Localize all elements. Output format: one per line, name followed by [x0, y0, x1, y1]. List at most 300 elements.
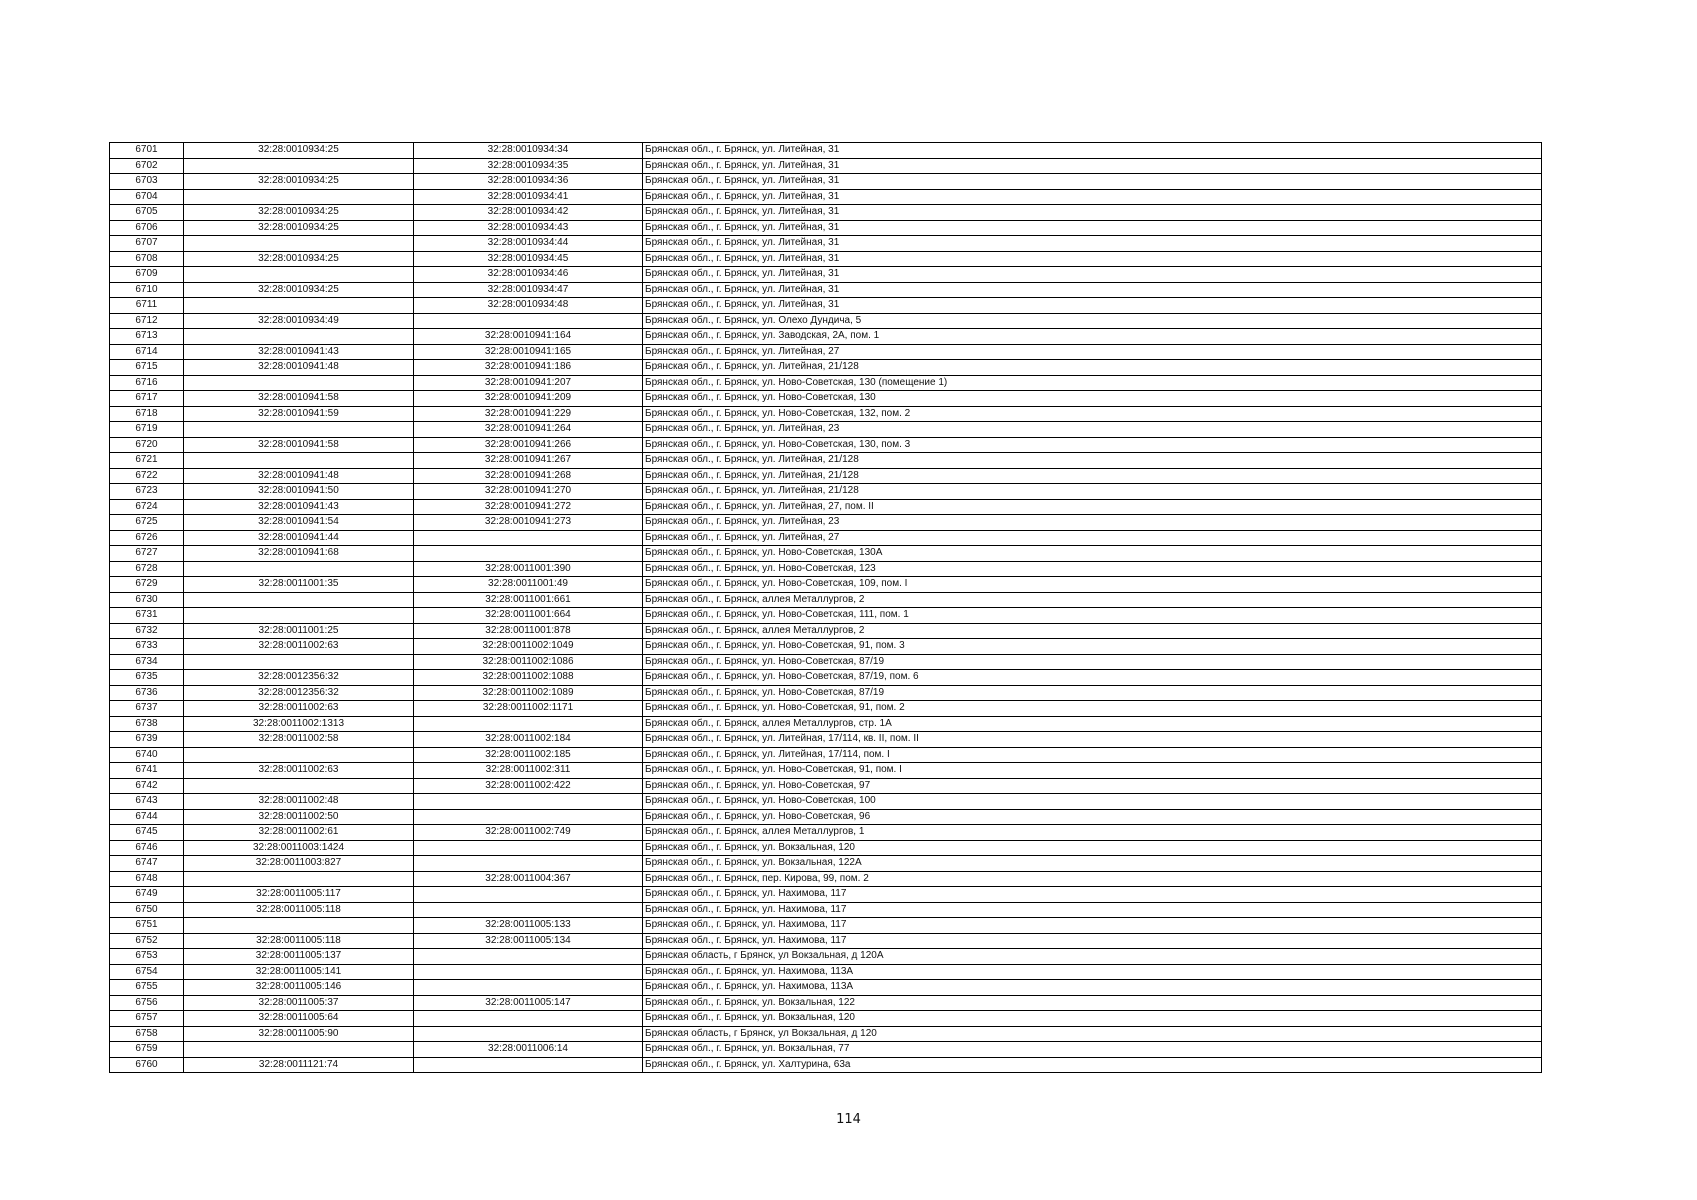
- building-cadastral-number-cell: 32:28:0011004:367: [414, 871, 643, 887]
- address-cell: Брянская обл., г. Брянск, ул. Ново-Советская, 100: [643, 794, 1542, 810]
- address-cell: Брянская обл., г. Брянск, ул. Ново-Советская, 91, пом. I: [643, 763, 1542, 779]
- row-number-cell: 6727: [110, 546, 184, 562]
- building-cadastral-number-cell: [414, 949, 643, 965]
- building-cadastral-number-cell: 32:28:0010934:43: [414, 220, 643, 236]
- address-cell: Брянская обл., г. Брянск, ул. Вокзальная, 77: [643, 1042, 1542, 1058]
- row-number-cell: 6746: [110, 840, 184, 856]
- land-plot-cadastral-number-cell: [184, 236, 414, 252]
- address-cell: Брянская обл., г. Брянск, ул. Нахимова, 117: [643, 918, 1542, 934]
- building-cadastral-number-cell: [414, 1011, 643, 1027]
- row-number-cell: 6739: [110, 732, 184, 748]
- row-number-cell: 6709: [110, 267, 184, 283]
- building-cadastral-number-cell: 32:28:0011005:147: [414, 995, 643, 1011]
- row-number-cell: 6724: [110, 499, 184, 515]
- land-plot-cadastral-number-cell: 32:28:0011002:50: [184, 809, 414, 825]
- address-cell: Брянская обл., г. Брянск, ул. Вокзальная, 120: [643, 840, 1542, 856]
- row-number-cell: 6705: [110, 205, 184, 221]
- row-number-cell: 6745: [110, 825, 184, 841]
- address-cell: Брянская обл., г. Брянск, ул. Ново-Советская, 97: [643, 778, 1542, 794]
- address-cell: Брянская обл., г. Брянск, ул. Литейная, 31: [643, 220, 1542, 236]
- land-plot-cadastral-number-cell: 32:28:0011001:35: [184, 577, 414, 593]
- table-row: [110, 1042, 1542, 1058]
- row-number-cell: 6738: [110, 716, 184, 732]
- address-cell: Брянская обл., г. Брянск, ул. Литейная, 31: [643, 174, 1542, 190]
- land-plot-cadastral-number-cell: 32:28:0010941:58: [184, 391, 414, 407]
- address-cell: Брянская обл., г. Брянск, ул. Ново-Советская, 130: [643, 391, 1542, 407]
- land-plot-cadastral-number-cell: 32:28:0010934:25: [184, 220, 414, 236]
- row-number-cell: 6753: [110, 949, 184, 965]
- building-cadastral-number-cell: 32:28:0011002:1088: [414, 670, 643, 686]
- row-number-cell: 6725: [110, 515, 184, 531]
- row-number-cell: 6736: [110, 685, 184, 701]
- table-row: [110, 809, 1542, 825]
- table-row: [110, 623, 1542, 639]
- address-cell: Брянская обл., г. Брянск, ул. Нахимова, 117: [643, 933, 1542, 949]
- address-cell: Брянская обл., г. Брянск, пер. Кирова, 99, пом. 2: [643, 871, 1542, 887]
- address-cell: Брянская обл., г. Брянск, ул. Литейная, 21/128: [643, 484, 1542, 500]
- address-cell: Брянская обл., г. Брянск, аллея Металлургов, 2: [643, 592, 1542, 608]
- table-row: [110, 546, 1542, 562]
- table-row: [110, 639, 1542, 655]
- table-row: [110, 887, 1542, 903]
- row-number-cell: 6707: [110, 236, 184, 252]
- building-cadastral-number-cell: 32:28:0010941:267: [414, 453, 643, 469]
- land-plot-cadastral-number-cell: 32:28:0010941:43: [184, 499, 414, 515]
- land-plot-cadastral-number-cell: 32:28:0011002:63: [184, 763, 414, 779]
- address-cell: Брянская область, г Брянск, ул Вокзальная, д 120А: [643, 949, 1542, 965]
- table-row: [110, 592, 1542, 608]
- row-number-cell: 6740: [110, 747, 184, 763]
- row-number-cell: 6711: [110, 298, 184, 314]
- table-row: [110, 840, 1542, 856]
- table-row: [110, 437, 1542, 453]
- row-number-cell: 6710: [110, 282, 184, 298]
- table-row: [110, 561, 1542, 577]
- building-cadastral-number-cell: [414, 980, 643, 996]
- address-cell: Брянская обл., г. Брянск, ул. Ново-Советская, 87/19, пом. 6: [643, 670, 1542, 686]
- row-number-cell: 6731: [110, 608, 184, 624]
- table-row: [110, 189, 1542, 205]
- land-plot-cadastral-number-cell: 32:28:0010934:25: [184, 143, 414, 159]
- address-cell: Брянская обл., г. Брянск, ул. Ново-Советская, 87/19: [643, 654, 1542, 670]
- address-cell: Брянская обл., г. Брянск, ул. Ново-Советская, 130 (помещение 1): [643, 375, 1542, 391]
- table-row: [110, 329, 1542, 345]
- address-cell: Брянская обл., г. Брянск, ул. Литейная, 21/128: [643, 453, 1542, 469]
- land-plot-cadastral-number-cell: 32:28:0011001:25: [184, 623, 414, 639]
- table-row: [110, 732, 1542, 748]
- row-number-cell: 6758: [110, 1026, 184, 1042]
- address-cell: Брянская обл., г. Брянск, ул. Литейная, 21/128: [643, 360, 1542, 376]
- address-cell: Брянская обл., г. Брянск, ул. Литейная, 31: [643, 143, 1542, 159]
- table-row: [110, 391, 1542, 407]
- address-cell: Брянская обл., г. Брянск, ул. Ново-Советская, 91, пом. 3: [643, 639, 1542, 655]
- table-row: [110, 484, 1542, 500]
- building-cadastral-number-cell: [414, 546, 643, 562]
- address-cell: Брянская обл., г. Брянск, ул. Литейная, 31: [643, 298, 1542, 314]
- land-plot-cadastral-number-cell: 32:28:0010934:25: [184, 174, 414, 190]
- table-row: [110, 670, 1542, 686]
- land-plot-cadastral-number-cell: [184, 298, 414, 314]
- building-cadastral-number-cell: 32:28:0010941:273: [414, 515, 643, 531]
- address-cell: Брянская обл., г. Брянск, ул. Ново-Советская, 132, пом. 2: [643, 406, 1542, 422]
- land-plot-cadastral-number-cell: 32:28:0011005:117: [184, 887, 414, 903]
- row-number-cell: 6749: [110, 887, 184, 903]
- land-plot-cadastral-number-cell: 32:28:0012356:32: [184, 685, 414, 701]
- building-cadastral-number-cell: 32:28:0010934:44: [414, 236, 643, 252]
- table-row: [110, 267, 1542, 283]
- row-number-cell: 6708: [110, 251, 184, 267]
- building-cadastral-number-cell: 32:28:0010934:48: [414, 298, 643, 314]
- land-plot-cadastral-number-cell: 32:28:0011005:64: [184, 1011, 414, 1027]
- address-cell: Брянская обл., г. Брянск, ул. Литейная, 31: [643, 282, 1542, 298]
- building-cadastral-number-cell: 32:28:0011002:1086: [414, 654, 643, 670]
- row-number-cell: 6735: [110, 670, 184, 686]
- row-number-cell: 6756: [110, 995, 184, 1011]
- building-cadastral-number-cell: 32:28:0010941:164: [414, 329, 643, 345]
- address-cell: Брянская обл., г. Брянск, ул. Халтурина, 63а: [643, 1057, 1542, 1073]
- row-number-cell: 6748: [110, 871, 184, 887]
- land-plot-cadastral-number-cell: 32:28:0011005:118: [184, 933, 414, 949]
- address-cell: Брянская обл., г. Брянск, ул. Литейная, 23: [643, 515, 1542, 531]
- land-plot-cadastral-number-cell: 32:28:0011003:827: [184, 856, 414, 872]
- table-row: [110, 251, 1542, 267]
- land-plot-cadastral-number-cell: 32:28:0010941:59: [184, 406, 414, 422]
- building-cadastral-number-cell: [414, 530, 643, 546]
- row-number-cell: 6713: [110, 329, 184, 345]
- table-row: [110, 980, 1542, 996]
- building-cadastral-number-cell: [414, 856, 643, 872]
- address-cell: Брянская обл., г. Брянск, ул. Литейная, 31: [643, 158, 1542, 174]
- land-plot-cadastral-number-cell: 32:28:0011002:63: [184, 639, 414, 655]
- building-cadastral-number-cell: 32:28:0010941:272: [414, 499, 643, 515]
- land-plot-cadastral-number-cell: [184, 158, 414, 174]
- address-cell: Брянская обл., г. Брянск, ул. Вокзальная, 120: [643, 1011, 1542, 1027]
- building-cadastral-number-cell: 32:28:0011002:422: [414, 778, 643, 794]
- row-number-cell: 6719: [110, 422, 184, 438]
- building-cadastral-number-cell: [414, 809, 643, 825]
- building-cadastral-number-cell: 32:28:0011001:390: [414, 561, 643, 577]
- row-number-cell: 6744: [110, 809, 184, 825]
- row-number-cell: 6732: [110, 623, 184, 639]
- building-cadastral-number-cell: 32:28:0010934:45: [414, 251, 643, 267]
- building-cadastral-number-cell: 32:28:0011001:664: [414, 608, 643, 624]
- row-number-cell: 6718: [110, 406, 184, 422]
- land-plot-cadastral-number-cell: 32:28:0010934:25: [184, 205, 414, 221]
- building-cadastral-number-cell: 32:28:0010934:41: [414, 189, 643, 205]
- table-row: [110, 530, 1542, 546]
- building-cadastral-number-cell: [414, 840, 643, 856]
- building-cadastral-number-cell: 32:28:0011006:14: [414, 1042, 643, 1058]
- row-number-cell: 6712: [110, 313, 184, 329]
- address-cell: Брянская обл., г. Брянск, ул. Литейная, 27: [643, 530, 1542, 546]
- land-plot-cadastral-number-cell: 32:28:0010934:25: [184, 251, 414, 267]
- land-plot-cadastral-number-cell: 32:28:0010941:54: [184, 515, 414, 531]
- table-row: [110, 298, 1542, 314]
- building-cadastral-number-cell: [414, 964, 643, 980]
- land-plot-cadastral-number-cell: 32:28:0011005:141: [184, 964, 414, 980]
- building-cadastral-number-cell: [414, 313, 643, 329]
- table-row: [110, 313, 1542, 329]
- address-cell: Брянская обл., г. Брянск, ул. Ново-Советская, 96: [643, 809, 1542, 825]
- address-cell: Брянская обл., г. Брянск, ул. Нахимова, 113А: [643, 964, 1542, 980]
- row-number-cell: 6717: [110, 391, 184, 407]
- land-plot-cadastral-number-cell: [184, 918, 414, 934]
- row-number-cell: 6734: [110, 654, 184, 670]
- table-row: [110, 902, 1542, 918]
- table-row: [110, 918, 1542, 934]
- table-row: [110, 701, 1542, 717]
- address-cell: Брянская обл., г. Брянск, ул. Литейная, 21/128: [643, 468, 1542, 484]
- land-plot-cadastral-number-cell: [184, 778, 414, 794]
- table-row: [110, 871, 1542, 887]
- address-cell: Брянская обл., г. Брянск, ул. Литейная, 27: [643, 344, 1542, 360]
- building-cadastral-number-cell: 32:28:0011001:661: [414, 592, 643, 608]
- land-plot-cadastral-number-cell: [184, 329, 414, 345]
- address-cell: Брянская обл., г. Брянск, ул. Ново-Советская, 130А: [643, 546, 1542, 562]
- building-cadastral-number-cell: 32:28:0010941:229: [414, 406, 643, 422]
- address-cell: Брянская обл., г. Брянск, ул. Литейная, 31: [643, 189, 1542, 205]
- address-cell: Брянская обл., г. Брянск, аллея Металлургов, стр. 1А: [643, 716, 1542, 732]
- address-cell: Брянская обл., г. Брянск, ул. Литейная, 17/114, кв. II, пом. II: [643, 732, 1542, 748]
- address-cell: Брянская обл., г. Брянск, ул. Литейная, 17/114, пом. I: [643, 747, 1542, 763]
- building-cadastral-number-cell: 32:28:0010934:46: [414, 267, 643, 283]
- table-row: [110, 282, 1542, 298]
- land-plot-cadastral-number-cell: 32:28:0011005:37: [184, 995, 414, 1011]
- building-cadastral-number-cell: 32:28:0011002:1089: [414, 685, 643, 701]
- table-row: [110, 406, 1542, 422]
- building-cadastral-number-cell: 32:28:0010941:186: [414, 360, 643, 376]
- row-number-cell: 6704: [110, 189, 184, 205]
- table-row: [110, 794, 1542, 810]
- table-row: [110, 422, 1542, 438]
- land-plot-cadastral-number-cell: 32:28:0010941:44: [184, 530, 414, 546]
- row-number-cell: 6743: [110, 794, 184, 810]
- land-plot-cadastral-number-cell: 32:28:0011005:90: [184, 1026, 414, 1042]
- building-cadastral-number-cell: [414, 1057, 643, 1073]
- table-row: [110, 1026, 1542, 1042]
- building-cadastral-number-cell: 32:28:0011002:185: [414, 747, 643, 763]
- address-cell: Брянская обл., г. Брянск, аллея Металлургов, 1: [643, 825, 1542, 841]
- address-cell: Брянская обл., г. Брянск, ул. Ново-Советская, 109, пом. I: [643, 577, 1542, 593]
- address-cell: Брянская обл., г. Брянск, ул. Ново-Советская, 111, пом. 1: [643, 608, 1542, 624]
- table-row: [110, 360, 1542, 376]
- land-plot-cadastral-number-cell: 32:28:0011005:118: [184, 902, 414, 918]
- row-number-cell: 6720: [110, 437, 184, 453]
- row-number-cell: 6755: [110, 980, 184, 996]
- land-plot-cadastral-number-cell: [184, 561, 414, 577]
- row-number-cell: 6728: [110, 561, 184, 577]
- row-number-cell: 6715: [110, 360, 184, 376]
- building-cadastral-number-cell: [414, 887, 643, 903]
- land-plot-cadastral-number-cell: 32:28:0010941:50: [184, 484, 414, 500]
- land-plot-cadastral-number-cell: 32:28:0011003:1424: [184, 840, 414, 856]
- building-cadastral-number-cell: [414, 716, 643, 732]
- land-plot-cadastral-number-cell: 32:28:0011005:146: [184, 980, 414, 996]
- land-plot-cadastral-number-cell: [184, 375, 414, 391]
- land-plot-cadastral-number-cell: 32:28:0010934:25: [184, 282, 414, 298]
- building-cadastral-number-cell: 32:28:0010941:264: [414, 422, 643, 438]
- table-row: [110, 499, 1542, 515]
- table-row: [110, 174, 1542, 190]
- address-cell: Брянская обл., г. Брянск, ул. Вокзальная, 122: [643, 995, 1542, 1011]
- address-cell: Брянская обл., г. Брянск, ул. Олехо Дундича, 5: [643, 313, 1542, 329]
- row-number-cell: 6729: [110, 577, 184, 593]
- table-row: [110, 515, 1542, 531]
- row-number-cell: 6703: [110, 174, 184, 190]
- building-cadastral-number-cell: 32:28:0011002:311: [414, 763, 643, 779]
- table-row: [110, 143, 1542, 159]
- table-row: [110, 825, 1542, 841]
- row-number-cell: 6742: [110, 778, 184, 794]
- land-plot-cadastral-number-cell: 32:28:0012356:32: [184, 670, 414, 686]
- row-number-cell: 6754: [110, 964, 184, 980]
- row-number-cell: 6759: [110, 1042, 184, 1058]
- building-cadastral-number-cell: 32:28:0010941:165: [414, 344, 643, 360]
- building-cadastral-number-cell: 32:28:0010934:34: [414, 143, 643, 159]
- land-plot-cadastral-number-cell: 32:28:0011002:58: [184, 732, 414, 748]
- table-row: [110, 453, 1542, 469]
- row-number-cell: 6757: [110, 1011, 184, 1027]
- building-cadastral-number-cell: 32:28:0011001:49: [414, 577, 643, 593]
- land-plot-cadastral-number-cell: [184, 189, 414, 205]
- address-cell: Брянская обл., г. Брянск, ул. Литейная, 31: [643, 205, 1542, 221]
- land-plot-cadastral-number-cell: 32:28:0011005:137: [184, 949, 414, 965]
- row-number-cell: 6733: [110, 639, 184, 655]
- land-plot-cadastral-number-cell: [184, 267, 414, 283]
- address-cell: Брянская обл., г. Брянск, ул. Литейная, 31: [643, 251, 1542, 267]
- land-plot-cadastral-number-cell: 32:28:0011002:61: [184, 825, 414, 841]
- cadastral-table-body: [110, 143, 1542, 1073]
- address-cell: Брянская обл., г. Брянск, ул. Литейная, 27, пом. II: [643, 499, 1542, 515]
- table-row: [110, 964, 1542, 980]
- row-number-cell: 6760: [110, 1057, 184, 1073]
- building-cadastral-number-cell: 32:28:0011005:134: [414, 933, 643, 949]
- land-plot-cadastral-number-cell: 32:28:0011121:74: [184, 1057, 414, 1073]
- table-row: [110, 856, 1542, 872]
- table-row: [110, 344, 1542, 360]
- building-cadastral-number-cell: 32:28:0010941:209: [414, 391, 643, 407]
- row-number-cell: 6750: [110, 902, 184, 918]
- building-cadastral-number-cell: 32:28:0010941:268: [414, 468, 643, 484]
- address-cell: Брянская обл., г. Брянск, ул. Ново-Советская, 130, пом. 3: [643, 437, 1542, 453]
- land-plot-cadastral-number-cell: [184, 654, 414, 670]
- table-row: [110, 933, 1542, 949]
- row-number-cell: 6723: [110, 484, 184, 500]
- address-cell: Брянская обл., г. Брянск, ул. Ново-Советская, 91, пом. 2: [643, 701, 1542, 717]
- table-row: [110, 685, 1542, 701]
- row-number-cell: 6726: [110, 530, 184, 546]
- building-cadastral-number-cell: 32:28:0011002:1049: [414, 639, 643, 655]
- land-plot-cadastral-number-cell: 32:28:0010941:43: [184, 344, 414, 360]
- land-plot-cadastral-number-cell: [184, 747, 414, 763]
- building-cadastral-number-cell: 32:28:0010941:270: [414, 484, 643, 500]
- land-plot-cadastral-number-cell: [184, 871, 414, 887]
- address-cell: Брянская обл., г. Брянск, ул. Нахимова, 117: [643, 887, 1542, 903]
- table-row: [110, 468, 1542, 484]
- address-cell: Брянская обл., г. Брянск, ул. Вокзальная, 122А: [643, 856, 1542, 872]
- building-cadastral-number-cell: 32:28:0010934:36: [414, 174, 643, 190]
- table-row: [110, 158, 1542, 174]
- building-cadastral-number-cell: 32:28:0011005:133: [414, 918, 643, 934]
- table-row: [110, 577, 1542, 593]
- building-cadastral-number-cell: [414, 902, 643, 918]
- row-number-cell: 6737: [110, 701, 184, 717]
- table-row: [110, 654, 1542, 670]
- land-plot-cadastral-number-cell: 32:28:0011002:63: [184, 701, 414, 717]
- land-plot-cadastral-number-cell: [184, 1042, 414, 1058]
- land-plot-cadastral-number-cell: [184, 453, 414, 469]
- table-row: [110, 236, 1542, 252]
- building-cadastral-number-cell: 32:28:0011001:878: [414, 623, 643, 639]
- table-row: [110, 220, 1542, 236]
- table-row: [110, 949, 1542, 965]
- row-number-cell: 6722: [110, 468, 184, 484]
- address-cell: Брянская обл., г. Брянск, аллея Металлургов, 2: [643, 623, 1542, 639]
- building-cadastral-number-cell: 32:28:0011002:184: [414, 732, 643, 748]
- row-number-cell: 6702: [110, 158, 184, 174]
- building-cadastral-number-cell: 32:28:0010934:47: [414, 282, 643, 298]
- address-cell: Брянская обл., г. Брянск, ул. Литейная, 23: [643, 422, 1542, 438]
- address-cell: Брянская обл., г. Брянск, ул. Ново-Советская, 123: [643, 561, 1542, 577]
- building-cadastral-number-cell: 32:28:0011002:1171: [414, 701, 643, 717]
- address-cell: Брянская обл., г. Брянск, ул. Заводская, 2А, пом. 1: [643, 329, 1542, 345]
- table-row: [110, 1057, 1542, 1073]
- row-number-cell: 6751: [110, 918, 184, 934]
- page-number: 114: [836, 1112, 861, 1127]
- table-row: [110, 205, 1542, 221]
- row-number-cell: 6716: [110, 375, 184, 391]
- building-cadastral-number-cell: [414, 794, 643, 810]
- row-number-cell: 6730: [110, 592, 184, 608]
- row-number-cell: 6752: [110, 933, 184, 949]
- address-cell: Брянская обл., г. Брянск, ул. Литейная, 31: [643, 236, 1542, 252]
- building-cadastral-number-cell: 32:28:0010941:207: [414, 375, 643, 391]
- building-cadastral-number-cell: [414, 1026, 643, 1042]
- building-cadastral-number-cell: 32:28:0010934:42: [414, 205, 643, 221]
- land-plot-cadastral-number-cell: [184, 608, 414, 624]
- row-number-cell: 6714: [110, 344, 184, 360]
- land-plot-cadastral-number-cell: [184, 592, 414, 608]
- land-plot-cadastral-number-cell: 32:28:0010941:48: [184, 468, 414, 484]
- address-cell: Брянская обл., г. Брянск, ул. Нахимова, 117: [643, 902, 1542, 918]
- address-cell: Брянская область, г Брянск, ул Вокзальная, д 120: [643, 1026, 1542, 1042]
- table-row: [110, 995, 1542, 1011]
- table-row: [110, 747, 1542, 763]
- row-number-cell: 6706: [110, 220, 184, 236]
- building-cadastral-number-cell: 32:28:0011002:749: [414, 825, 643, 841]
- address-cell: Брянская обл., г. Брянск, ул. Ново-Советская, 87/19: [643, 685, 1542, 701]
- table-row: [110, 778, 1542, 794]
- building-cadastral-number-cell: 32:28:0010941:266: [414, 437, 643, 453]
- address-cell: Брянская обл., г. Брянск, ул. Нахимова, 113А: [643, 980, 1542, 996]
- land-plot-cadastral-number-cell: [184, 422, 414, 438]
- land-plot-cadastral-number-cell: 32:28:0011002:1313: [184, 716, 414, 732]
- land-plot-cadastral-number-cell: 32:28:0010934:49: [184, 313, 414, 329]
- land-plot-cadastral-number-cell: 32:28:0011002:48: [184, 794, 414, 810]
- table-row: [110, 1011, 1542, 1027]
- table-row: [110, 375, 1542, 391]
- table-row: [110, 608, 1542, 624]
- row-number-cell: 6721: [110, 453, 184, 469]
- land-plot-cadastral-number-cell: 32:28:0010941:48: [184, 360, 414, 376]
- row-number-cell: 6747: [110, 856, 184, 872]
- cadastral-table: [109, 142, 1542, 1073]
- table-row: [110, 763, 1542, 779]
- land-plot-cadastral-number-cell: 32:28:0010941:58: [184, 437, 414, 453]
- row-number-cell: 6741: [110, 763, 184, 779]
- building-cadastral-number-cell: 32:28:0010934:35: [414, 158, 643, 174]
- row-number-cell: 6701: [110, 143, 184, 159]
